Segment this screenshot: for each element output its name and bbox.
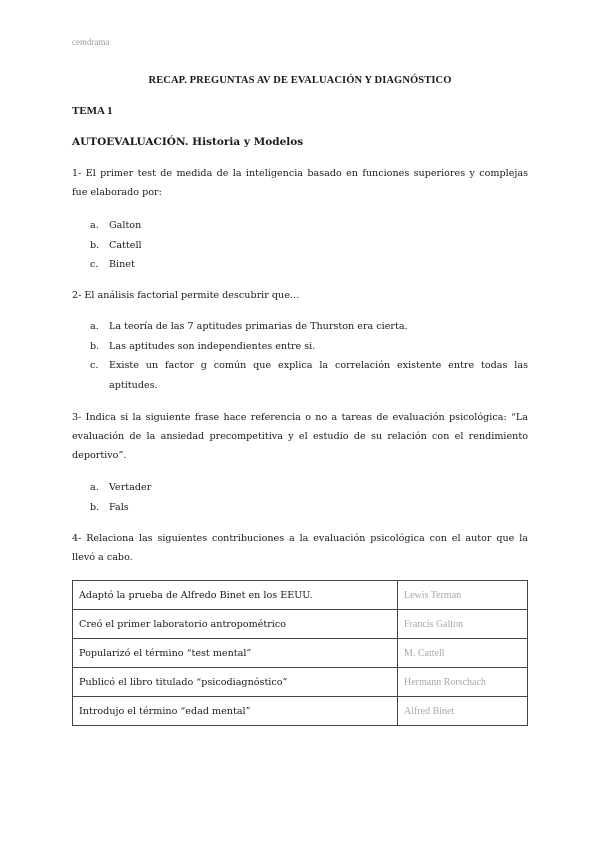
option-text: Las aptitudes son independientes entre si. bbox=[109, 340, 316, 352]
option-marker: b. bbox=[90, 340, 100, 352]
table-row bbox=[73, 697, 528, 726]
topic-heading: TEMA 1 bbox=[72, 105, 113, 117]
contribution-cell: Creó el primer laboratorio antropométrico bbox=[73, 610, 398, 639]
option-text: Cattell bbox=[109, 239, 142, 251]
option-text: Vertader bbox=[109, 482, 152, 493]
question-1-options bbox=[72, 216, 528, 275]
section-heading-text: AUTOEVALUACIÓN. Historia y Modelos bbox=[72, 136, 304, 148]
table-row bbox=[73, 610, 528, 639]
author-cell: Alfred Binet bbox=[398, 697, 528, 726]
contribution-cell: Introdujo el término “edad mental” bbox=[73, 697, 398, 726]
table-row bbox=[73, 639, 528, 668]
watermark: cemdrama bbox=[72, 37, 110, 47]
table-row bbox=[73, 668, 528, 697]
option-text: La teoría de las 7 aptitudes primarias de Thurston era cierta. bbox=[109, 321, 408, 332]
option bbox=[72, 317, 528, 337]
option-marker: a. bbox=[90, 321, 99, 332]
option-text: Existe un factor g común que explica la correlación existente entre todas las aptitudes. bbox=[109, 360, 528, 391]
option bbox=[72, 236, 528, 256]
option-marker: b. bbox=[90, 501, 100, 513]
option-text: Galton bbox=[109, 220, 142, 231]
contribution-cell: Adaptó la prueba de Alfredo Binet en los EEUU. bbox=[73, 581, 398, 610]
option-marker: a. bbox=[90, 482, 99, 493]
option bbox=[72, 478, 528, 498]
author-cell: M. Cattell bbox=[398, 639, 528, 668]
option-marker: b. bbox=[90, 239, 100, 251]
option bbox=[72, 356, 528, 395]
question-2-options bbox=[72, 317, 528, 395]
option-marker: a. bbox=[90, 220, 99, 231]
option-text: Binet bbox=[109, 259, 135, 270]
question-4: 4- Relaciona las siguientes contribuciones a la evaluación psicológica con el autor que la llevó a cabo. bbox=[72, 533, 528, 563]
option-text: Fals bbox=[109, 501, 129, 513]
document-title: RECAP. PREGUNTAS AV DE EVALUACIÓN Y DIAGNÓSTICO bbox=[148, 75, 452, 86]
author-cell: Lewis Terman bbox=[398, 581, 528, 610]
author-cell: Francis Galton bbox=[398, 610, 528, 639]
option bbox=[72, 216, 528, 236]
question-2: 2- El análisis factorial permite descubrir que… bbox=[72, 290, 300, 301]
question-3: 3- Indica si la siguiente frase hace referencia o no a tareas de evaluación psicológica: “La evaluación de la ansiedad precompetitiva y el estudio de su relación con el rendimiento deportivo”. bbox=[72, 412, 528, 461]
option bbox=[72, 255, 528, 275]
option bbox=[72, 337, 528, 357]
contribution-cell: Popularizó el término “test mental” bbox=[73, 639, 398, 668]
option bbox=[72, 498, 528, 518]
option-marker: c. bbox=[90, 360, 99, 371]
matching-table bbox=[72, 580, 528, 726]
author-cell: Hermann Rorschach bbox=[398, 668, 528, 697]
table-row bbox=[73, 581, 528, 610]
section-heading bbox=[72, 136, 303, 148]
option-marker: c. bbox=[90, 259, 99, 270]
question-1: 1- El primer test de medida de la inteligencia basado en funciones superiores y complejas fue elaborado por: bbox=[72, 168, 528, 198]
contribution-cell: Publicó el libro titulado “psicodiagnóstico” bbox=[73, 668, 398, 697]
question-3-options bbox=[72, 478, 528, 517]
